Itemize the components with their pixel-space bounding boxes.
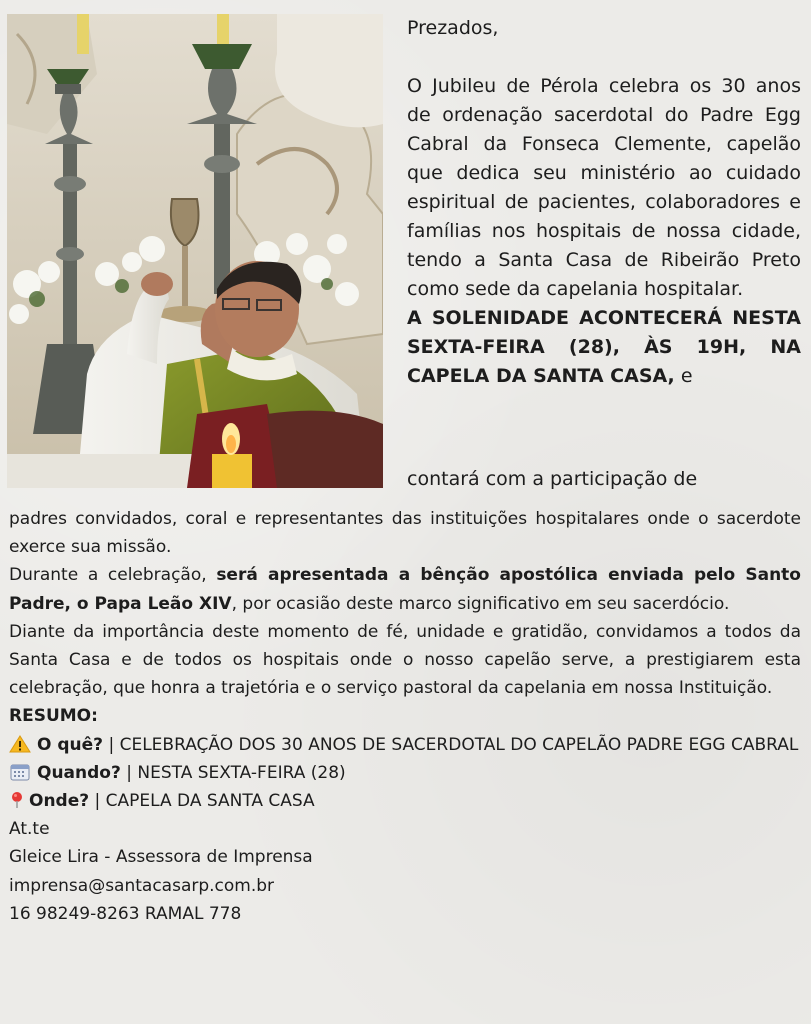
summary-where-value: | CAPELA DA SANTA CASA — [89, 791, 315, 812]
body-text — [9, 505, 801, 928]
calendar-icon — [9, 762, 31, 780]
summary-when-label: Quando? — [37, 762, 121, 783]
pin-icon — [9, 790, 25, 808]
summary-where-label: Onde? — [29, 791, 90, 812]
blessing-post: , por ocasião deste marco significativo em seu sacerdócio. — [231, 593, 730, 614]
summary-where — [9, 787, 801, 815]
invite-paragraph: Diante da importância deste momento de fé, unidade e gratidão, convidamos a todos da Santa Casa e de todos os hospitais onde o nosso capelão serve, a prestigiarem esta celebração, que honra a trajetória e o serviço pastoral da capelania em nossa Instituição. — [9, 621, 801, 699]
summary-what — [9, 731, 801, 759]
greeting: Prezados, — [407, 17, 499, 39]
photo-illustration — [7, 14, 383, 488]
announcement-bold: A SOLENIDADE ACONTECERÁ NESTA SEXTA-FEIRA (28), ÀS 19H, NA CAPELA DA SANTA CASA, — [407, 307, 801, 387]
signature-phone: 16 98249-8263 RAMAL 778 — [9, 903, 242, 924]
summary-what-label: O quê? — [37, 734, 104, 755]
signature-email: imprensa@santacasarp.com.br — [9, 875, 275, 896]
intro-paragraph: O Jubileu de Pérola celebra os 30 anos de ordenação sacerdotal do Padre Egg Cabral da Fonseca Clemente, capelão que dedica seu ministério ao cuidado espiritual de pacientes, colaboradores e famílias nos hospitais de nossa cidade, tendo a Santa Casa de Ribeirão Preto como sede da capelania hospitalar. — [407, 75, 801, 300]
blessing-paragraph — [9, 561, 801, 617]
paragraph-gap — [407, 43, 801, 72]
priest-celebration-photo — [7, 14, 383, 488]
participation-paragraph: padres convidados, coral e representantes das instituições hospitalares onde o sacerdote exerce sua missão. — [9, 509, 801, 558]
announcement-paragraph — [407, 304, 801, 391]
signature-name: Gleice Lira - Assessora de Imprensa — [9, 847, 313, 868]
blessing-bold: será apresentada a bênção apostólica enviada pelo Santo Padre, o Papa Leão XIV — [9, 565, 801, 614]
warning-icon — [9, 734, 31, 752]
summary-when-value: | NESTA SEXTA-FEIRA (28) — [120, 762, 346, 783]
summary-when — [9, 759, 801, 787]
intro-column — [407, 14, 801, 391]
announcement-tail: e — [674, 365, 693, 387]
signature-closing: At.te — [9, 819, 50, 840]
summary-what-value: | CELEBRAÇÃO DOS 30 ANOS DE SACERDOTAL DO CAPELÃO PADRE EGG CABRAL — [103, 734, 799, 755]
blessing-pre: Durante a celebração, — [9, 565, 217, 586]
announcement-continuation: contará com a participação de — [407, 468, 698, 490]
summary-title: RESUMO: — [9, 706, 98, 727]
